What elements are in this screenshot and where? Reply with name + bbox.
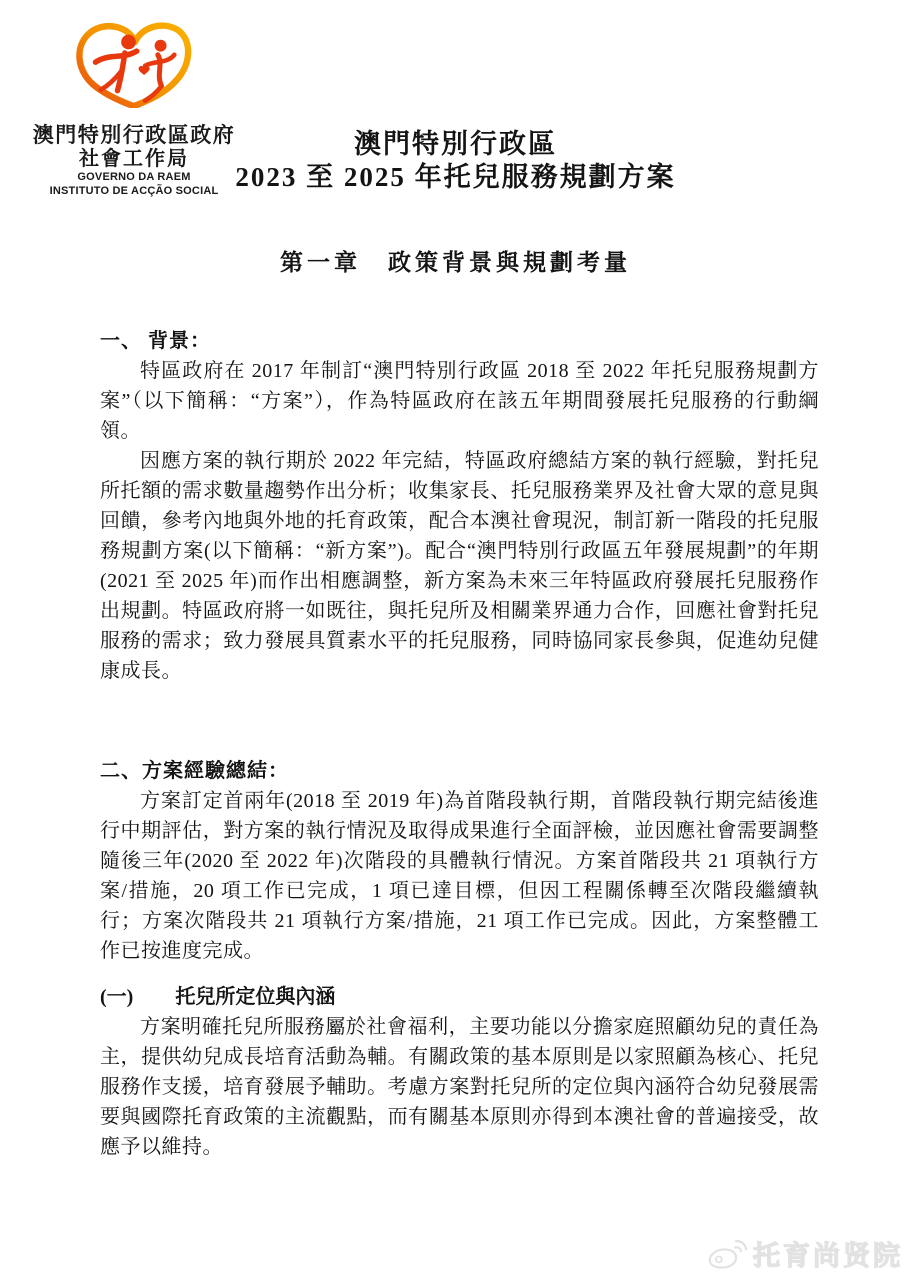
- chapter-heading: 第一章 政策背景與規劃考量: [280, 250, 631, 275]
- org-name-cn-line1: 澳門特別行政區政府: [32, 124, 236, 147]
- subsection1-heading: [100, 982, 819, 1012]
- government-logo-block: [28, 20, 240, 198]
- org-name-pt-line2: INSTITUTO DE ACÇÃO SOCIAL: [49, 184, 219, 197]
- org-name-cn-line2: 社會工作局: [79, 148, 189, 170]
- watermark: [707, 1234, 903, 1273]
- document-title-line2: 2023 至 2025 年托兒服務規劃方案: [235, 162, 676, 192]
- section1-paragraph-1: 特區政府在 2017 年制訂“澳門特別行政區 2018 至 2022 年托兒服務規劃方案”（以下簡稱：“方案”），作為特區政府在該五年期間發展托兒服務的行動綱領。: [100, 360, 819, 442]
- document-body: [100, 326, 819, 1162]
- subsection1-title: 托兒所定位與內涵: [175, 986, 336, 1008]
- document-header: [0, 0, 911, 280]
- watermark-text: 托育尚贤院: [753, 1241, 903, 1271]
- document-title-line1: 澳門特別行政區: [354, 129, 557, 159]
- section1-paragraph-2: 因應方案的執行期於 2022 年完結，特區政府總結方案的執行經驗，對托兒所托額的需求數量趨勢作出分析；收集家長、托兒服務業界及社會大眾的意見與回饋，參考內地與外地的托育政策，配合本澳社會現況，制訂新一階段的托兒服務規劃方案(以下簡稱：“新方案”)。配合“澳門特別行政區五年發展規劃”的年期(2021 至 2025 年)而作出相應調整，新方案為未來三年特區政府發展托兒服務作出規劃。特區政府將一如既往，與托兒所及相關業界通力合作，回應社會對托兒服務的需求；致力發展具質素水平的托兒服務，同時協同家長參與，促進幼兒健康成長。: [100, 450, 819, 682]
- subsection1-paragraph: 方案明確托兒所服務屬於社會福利，主要功能以分擔家庭照顧幼兒的責任為主，提供幼兒成長培育活動為輔。有關政策的基本原則是以家照顧為核心、托兒服務作支援，培育發展予輔助。考慮方案對托兒所的定位與內涵符合幼兒發展需要與國際托育政策的主流觀點，而有關基本原則亦得到本澳社會的普遍接受，故應予以維持。: [100, 1016, 819, 1158]
- section2-paragraph-1: 方案訂定首兩年(2018 至 2019 年)為首階段執行期，首階段執行期完結後進行中期評估，對方案的執行情況及取得成果進行全面評檢，並因應社會需要調整隨後三年(2020 至 2022 年)次階段的具體執行情況。方案首階段共 21 項執行方案/措施，20 項工作已完成，1 項已達目標，但因工程關係轉至次階段繼續執行；方案次階段共 21 項執行方案/措施，21 項工作已完成。因此，方案整體工作已按進度完成。: [100, 790, 819, 962]
- section1-heading: 一、 背景：: [100, 330, 211, 352]
- heart-figures-logo-icon: [65, 20, 203, 108]
- section2-heading: 二、方案經驗總結：: [100, 760, 289, 782]
- weibo-icon: [707, 1237, 747, 1270]
- org-name-pt-line1: GOVERNO DA RAEM: [77, 171, 191, 183]
- subsection1-number: (一): [100, 986, 134, 1008]
